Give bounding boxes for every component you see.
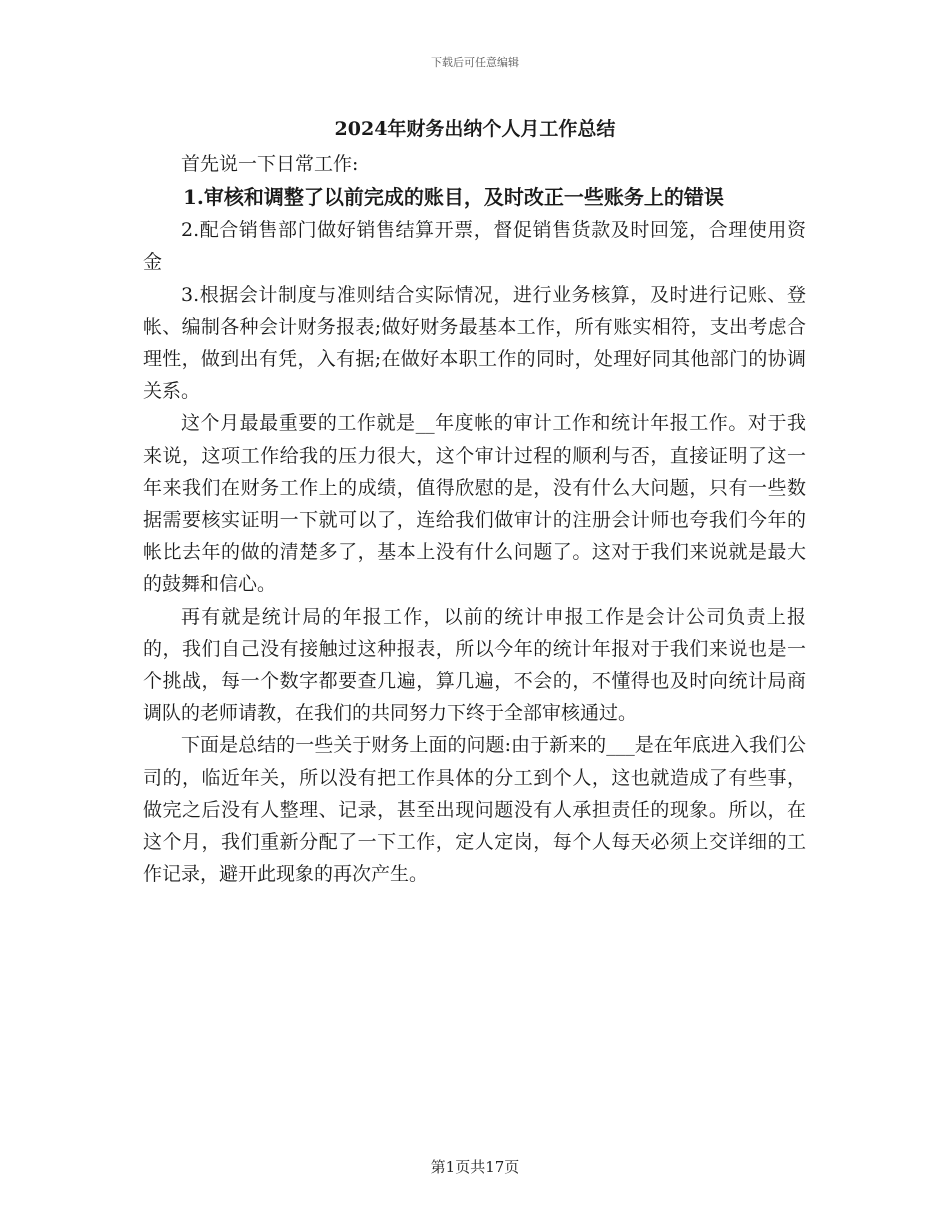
page-footer: 第1页共17页 (430, 1158, 520, 1176)
paragraph-item-1: 1.审核和调整了以前完成的账目，及时改正一些账务上的错误 (183, 185, 724, 210)
paragraph-item-3: 3.根据会计制度与准则结合实际情况，进行业务核算，及时进行记账、登帐、编制各种会计财务报表;做好财务最基本工作，所有账实相符，支出考虑合理性，做到出有凭，入有据;在做好本职工作的同时，处理好同其他部门的协调关系。 (143, 283, 806, 403)
paragraph-statistics: 再有就是统计局的年报工作，以前的统计申报工作是会计公司负责上报的，我们自己没有接触过这种报表，所以今年的统计年报对于我们来说也是一个挑战，每一个数字都要查几遍，算几遍，不会的，不懂得也及时向统计局商调队的老师请教，在我们的共同努力下终于全部审核通过。 (143, 605, 806, 725)
document-body (143, 148, 806, 890)
document-title: 2024年财务出纳个人月工作总结 (334, 118, 616, 140)
paragraph-issues: 下面是总结的一些关于财务上面的问题:由于新来的___是在年底进入我们公司的，临近年关，所以没有把工作具体的分工到个人，这也就造成了有些事，做完之后没有人整理、记录，甚至出现问题没有人承担责任的现象。所以，在这个月，我们重新分配了一下工作，定人定岗，每个人每天必须上交详细的工作记录，避开此现象的再次产生。 (143, 734, 806, 886)
paragraph-audit: 这个月最最重要的工作就是__年度帐的审计工作和统计年报工作。对于我来说，这项工作给我的压力很大，这个审计过程的顺利与否，直接证明了这一年来我们在财务工作上的成绩，值得欣慰的是，没有什么大问题，只有一些数据需要核实证明一下就可以了，连给我们做审计的注册会计师也夸我们今年的帐比去年的做的清楚多了，基本上没有什么问题了。这对于我们来说就是最大的鼓舞和信心。 (143, 412, 806, 596)
paragraph-intro: 首先说一下日常工作: (181, 153, 359, 175)
header-note: 下载后可任意编辑 (431, 56, 519, 69)
paragraph-item-2: 2.配合销售部门做好销售结算开票，督促销售货款及时回笼，合理使用资金 (143, 219, 806, 274)
